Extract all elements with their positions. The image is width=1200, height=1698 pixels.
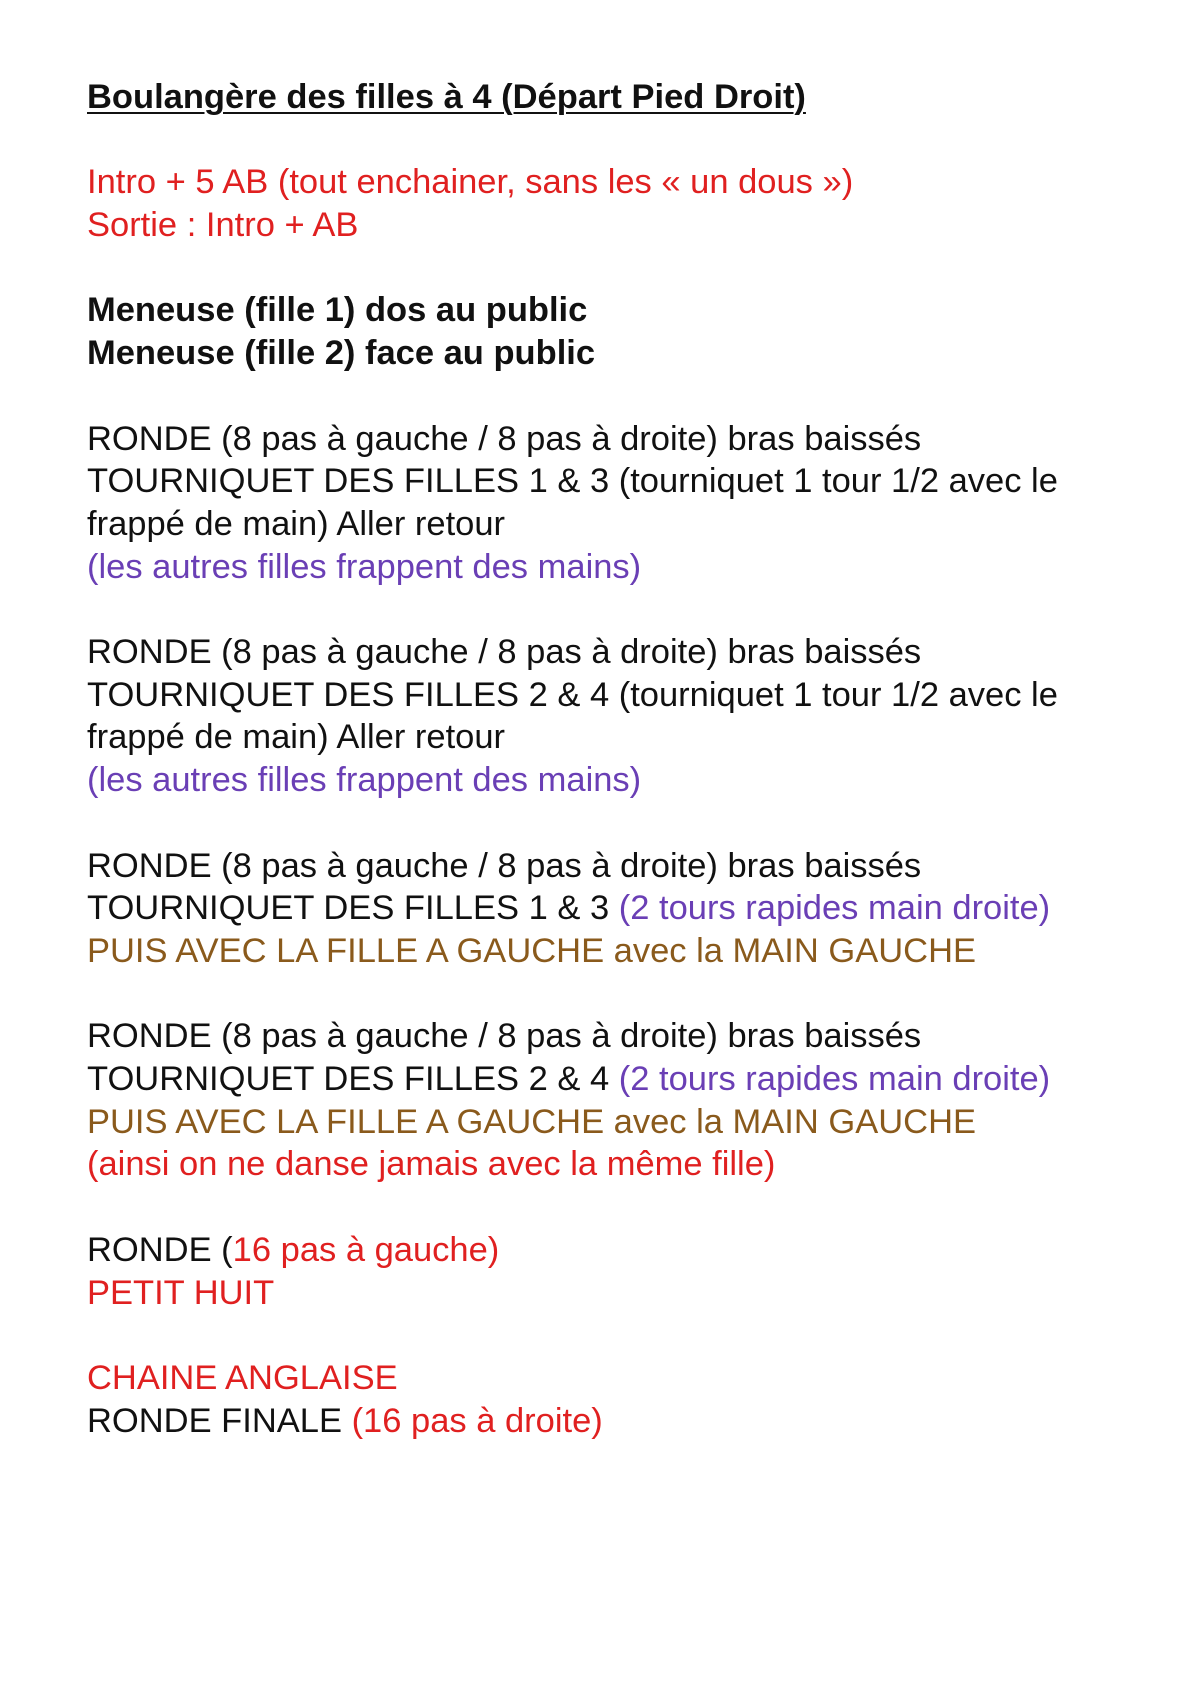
leader-girl-1: Meneuse (fille 1) dos au public xyxy=(87,291,588,330)
section3-ronde: RONDE (8 pas à gauche / 8 pas à droite) bras baissés xyxy=(87,846,922,885)
section4-puis: PUIS AVEC LA FILLE A GAUCHE avec la MAIN GAUCHE xyxy=(87,1102,976,1141)
section5-ronde-label: RONDE ( xyxy=(87,1230,233,1269)
section4-note: (ainsi on ne danse jamais avec la même fille) xyxy=(87,1145,776,1184)
section1-tourniquet-line1: TOURNIQUET DES FILLES 1 & 3 (tourniquet 1 tour 1/2 avec le xyxy=(87,462,1058,501)
section3-tourniquet-detail: (2 tours rapides main droite) xyxy=(618,889,1051,928)
section1-ronde: RONDE (8 pas à gauche / 8 pas à droite) bras baissés xyxy=(87,419,922,458)
section3-puis: PUIS AVEC LA FILLE A GAUCHE avec la MAIN GAUCHE xyxy=(87,931,976,970)
leader-girl-2: Meneuse (fille 2) face au public xyxy=(87,334,596,373)
section3-tourniquet-row xyxy=(87,887,1147,930)
section6-finale-detail: (16 pas à droite) xyxy=(351,1401,603,1440)
section2-note: (les autres filles frappent des mains) xyxy=(87,761,642,800)
section4-tourniquet-row xyxy=(87,1058,1147,1101)
section4-tourniquet-detail: (2 tours rapides main droite) xyxy=(618,1060,1051,1099)
section3-tourniquet: TOURNIQUET DES FILLES 1 & 3 xyxy=(87,889,610,928)
section2-ronde: RONDE (8 pas à gauche / 8 pas à droite) bras baissés xyxy=(87,633,922,672)
section1-note: (les autres filles frappent des mains) xyxy=(87,547,642,586)
section5-petit-huit: PETIT HUIT xyxy=(87,1273,275,1312)
section5-ronde-detail: 16 pas à gauche) xyxy=(232,1230,500,1269)
section1-tourniquet-line2: frappé de main) Aller retour xyxy=(87,504,506,543)
section2-tourniquet-line2: frappé de main) Aller retour xyxy=(87,718,506,757)
section6-finale-row xyxy=(87,1400,1147,1443)
document-title: Boulangère des filles à 4 (Départ Pied Droit) xyxy=(87,78,806,116)
exit-line: Sortie : Intro + AB xyxy=(87,206,359,245)
section2-tourniquet-line1: TOURNIQUET DES FILLES 2 & 4 (tourniquet 1 tour 1/2 avec le xyxy=(87,675,1058,714)
intro-line: Intro + 5 AB (tout enchainer, sans les « un dous ») xyxy=(87,163,854,202)
section6-chaine: CHAINE ANGLAISE xyxy=(87,1358,398,1397)
spacer xyxy=(87,588,1147,631)
spacer xyxy=(87,973,1147,1016)
spacer xyxy=(87,119,1147,162)
document-body xyxy=(87,76,1147,1442)
spacer xyxy=(87,802,1147,845)
spacer xyxy=(87,1314,1147,1357)
spacer xyxy=(87,1186,1147,1229)
section4-ronde: RONDE (8 pas à gauche / 8 pas à droite) bras baissés xyxy=(87,1017,922,1056)
section4-tourniquet: TOURNIQUET DES FILLES 2 & 4 xyxy=(87,1060,610,1099)
section6-finale-label: RONDE FINALE xyxy=(87,1401,342,1440)
section5-ronde-row xyxy=(87,1229,1147,1272)
spacer xyxy=(87,375,1147,418)
spacer xyxy=(87,247,1147,290)
